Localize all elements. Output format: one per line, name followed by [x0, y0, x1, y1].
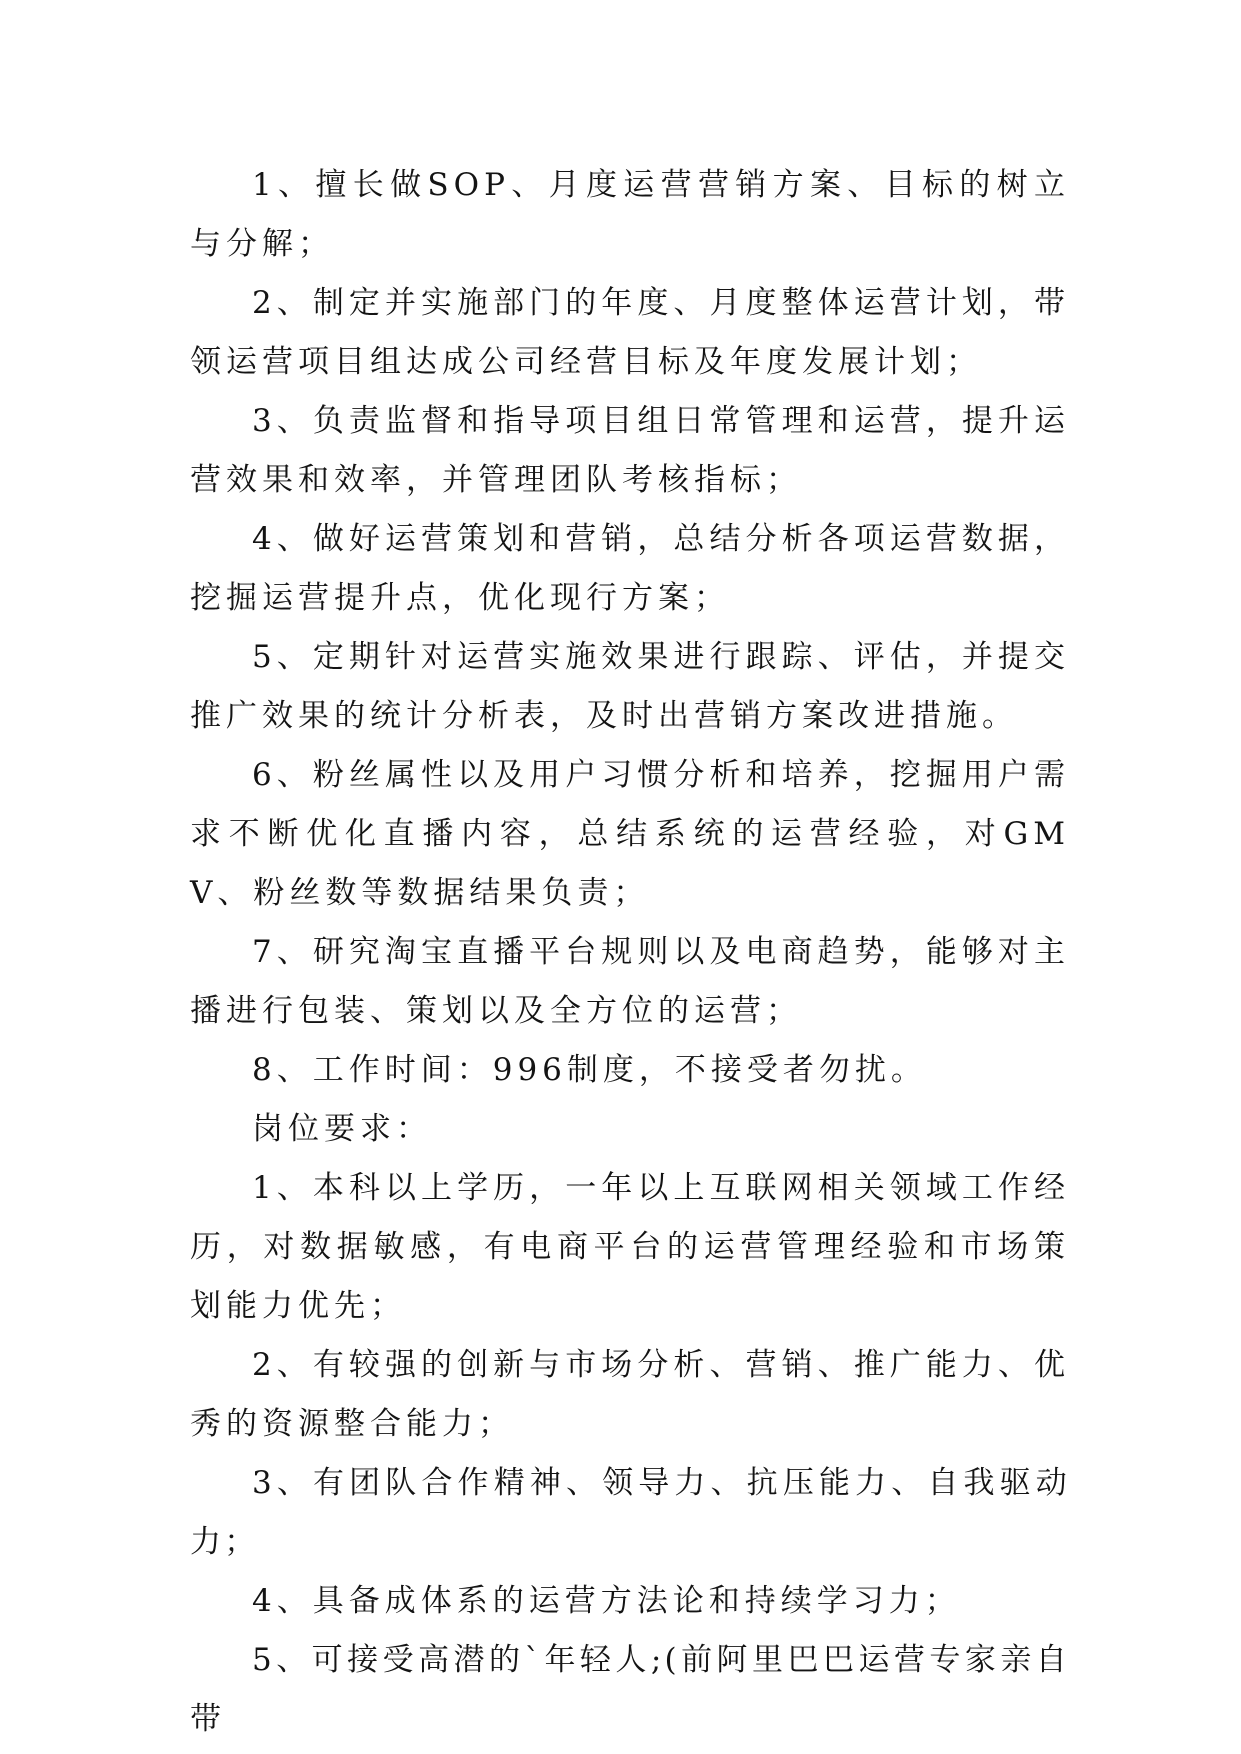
paragraph-duty-7: 7、研究淘宝直播平台规则以及电商趋势，能够对主播进行包装、策划以及全方位的运营； — [190, 934, 1070, 1029]
paragraph-requirement-3: 3、有团队合作精神、领导力、抗压能力、自我驱动力； — [190, 1465, 1070, 1560]
document-body — [190, 156, 1070, 1749]
paragraph-duty-8: 8、工作时间：996制度，不接受者勿扰。 — [252, 1052, 927, 1088]
paragraph-duty-4: 4、做好运营策划和营销，总结分析各项运营数据，挖掘运营提升点，优化现行方案； — [190, 521, 1070, 616]
paragraph-duty-1: 1、擅长做SOP、月度运营营销方案、目标的树立与分解； — [190, 167, 1070, 262]
paragraph-requirement-5: 5、可接受高潜的`年轻人;(前阿里巴巴运营专家亲自带 — [190, 1642, 1070, 1737]
paragraph-requirement-4: 4、具备成体系的运营方法论和持续学习力； — [252, 1583, 961, 1619]
paragraph-duty-6: 6、粉丝属性以及用户习惯分析和培养，挖掘用户需求不断优化直播内容，总结系统的运营经验，对GMV、粉丝数等数据结果负责； — [190, 757, 1070, 911]
paragraph-duty-5: 5、定期针对运营实施效果进行跟踪、评估，并提交推广效果的统计分析表，及时出营销方案改进措施。 — [190, 639, 1070, 734]
paragraph-duty-3: 3、负责监督和指导项目组日常管理和运营，提升运营效果和效率，并管理团队考核指标； — [190, 403, 1070, 498]
paragraph-duty-2: 2、制定并实施部门的年度、月度整体运营计划，带领运营项目组达成公司经营目标及年度发展计划； — [190, 285, 1070, 380]
paragraph-requirement-2: 2、有较强的创新与市场分析、营销、推广能力、优秀的资源整合能力； — [190, 1347, 1070, 1442]
section-heading-requirements: 岗位要求： — [252, 1111, 432, 1147]
paragraph-requirement-1: 1、本科以上学历，一年以上互联网相关领域工作经历，对数据敏感，有电商平台的运营管理经验和市场策划能力优先； — [190, 1170, 1070, 1324]
